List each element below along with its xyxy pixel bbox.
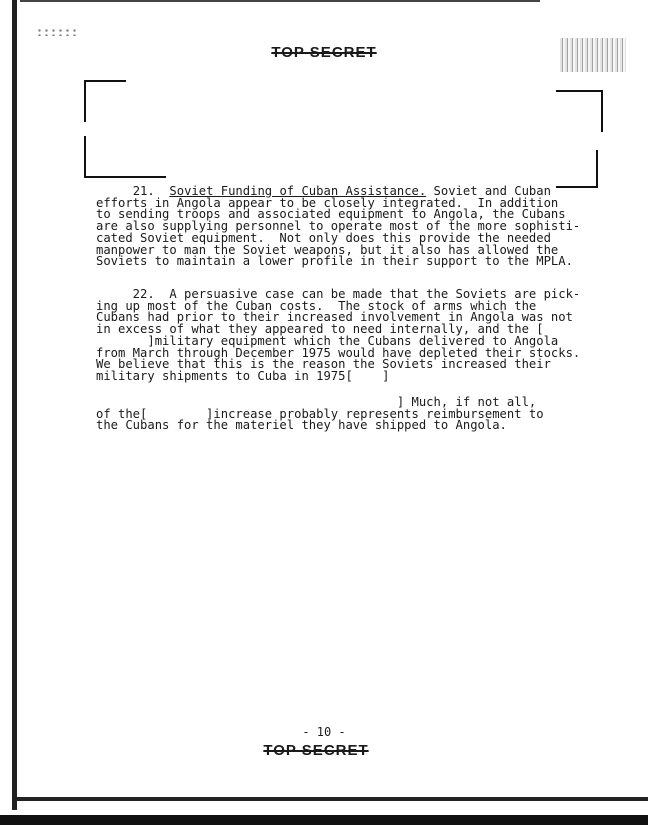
redaction-bracket	[556, 90, 603, 132]
page-number: - 10 -	[302, 725, 346, 739]
classification-footer: TOP SECRET	[263, 742, 369, 759]
text-line: Cubans had prior to their increased involvement in Angola was not	[96, 310, 573, 325]
scan-edge-left	[12, 0, 17, 810]
text-line: efforts in Angola appear to be closely integrated. In addition	[96, 195, 559, 210]
text-line: ]military equipment which the Cubans delivered to Angola	[96, 333, 559, 348]
scan-edge-bottom	[0, 815, 648, 825]
text-line: We believe that this is the reason the Soviets increased their	[96, 357, 551, 372]
scan-edge-bottom	[14, 797, 648, 801]
text-line: cated Soviet equipment. Not only does this provide the needed	[96, 230, 551, 245]
text-line: Soviets to maintain a lower profile in their support to the MPLA.	[96, 254, 573, 269]
text-line: from March through December 1975 would have depleted their stocks.	[96, 345, 581, 360]
redaction-bracket	[84, 136, 166, 178]
text-line: to sending troops and associated equipment to Angola, the Cubans	[96, 207, 566, 222]
scan-noise	[36, 28, 80, 36]
scan-edge-top	[20, 0, 540, 2]
paragraph-number: 21.	[132, 184, 155, 198]
text-line: ing up most of the Cuban costs. The stock of arms which the	[96, 298, 537, 313]
text-line: ] Much, if not all,	[96, 395, 537, 409]
classification-header: TOP SECRET	[271, 44, 377, 61]
paragraph-22	[96, 289, 596, 383]
section-heading: Soviet Funding of Cuban Assistance.	[169, 184, 427, 198]
paragraph-22-continued	[96, 397, 596, 432]
redaction-bracket	[556, 150, 598, 188]
text-line: manpower to man the Soviet weapons, but it also has allowed the	[96, 242, 559, 257]
text-line: of the[ ]increase probably represents reimbursement to	[96, 406, 544, 421]
redaction-bracket	[84, 80, 126, 122]
text-line: the Cubans for the materiel they have shipped to Angola.	[96, 418, 507, 433]
text-line: are also supplying personnel to operate most of the more sophisti-	[96, 219, 581, 234]
text-line: Soviet and Cuban	[426, 184, 551, 198]
text-line: in excess of what they appeared to need internally, and the [	[96, 322, 544, 337]
text-line: 22. A persuasive case can be made that the Soviets are pick-	[96, 287, 581, 301]
text-line: military shipments to Cuba in 1975[ ]	[96, 368, 390, 383]
paragraph-21	[96, 186, 596, 268]
